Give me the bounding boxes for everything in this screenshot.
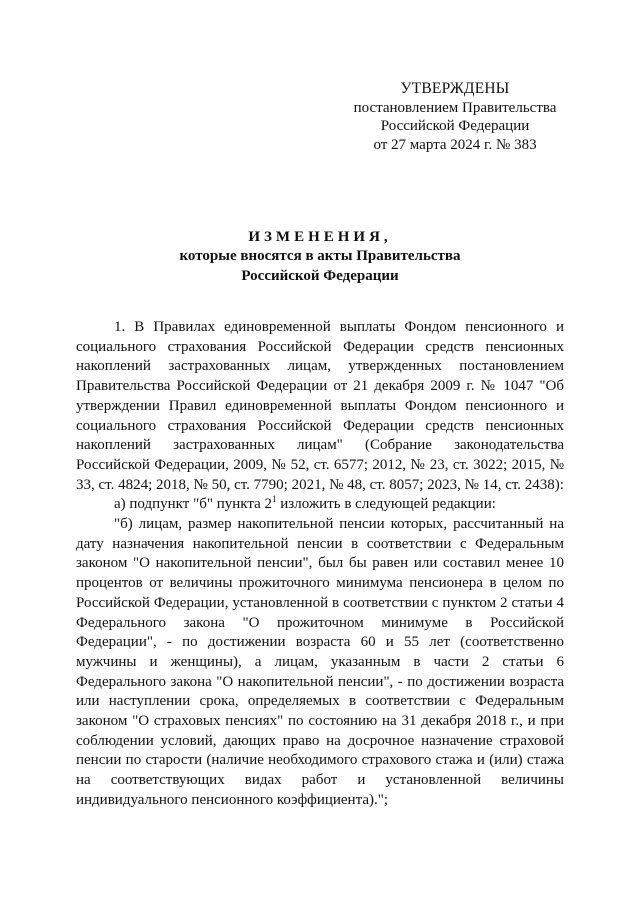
approval-heading: УТВЕРЖДЕНЫ (400, 80, 510, 97)
paragraph-1: 1. В Правилах единовременной выплаты Фондом пенсионного и социального страхования Российской Федерации средств пенсионных накоплений застрахованных лицам, утвержденных постановлением Правительства Российской Федерации от 21 декабря 2009 г. № 1047 "Об утверждении Правил единовременной выплаты Фондом пенсионного и социального страхования Российской Федерации средств пенсионных накоплений застрахованных лицам" (Собрание законодательства Российской Федерации, 2009, № 52, ст. 6577; 2012, № 23, ст. 3022; 2015, № 33, ст. 4824; 2018, № 50, ст. 7790; 2021, № 48, ст. 8057; 2023, № 14, ст. 2438): (76, 319, 564, 493)
paragraph-3: "б) лицам, размер накопительной пенсии которых, рассчитанный на дату назначения накопительной пенсии в соответствии с Федеральным законом "О накопительной пенсии", был бы равен или составил менее 10 процентов от величины прожиточного минимума пенсионера в целом по Российской Федерации, установленной в соответствии с пунктом 2 статьи 4 Федерального закона "О прожиточном минимуме в Российской Федерации", - по достижении возраста 60 и 55 лет (соответственно мужчины и женщины), а лицам, указанным в части 2 статьи 6 Федерального закона "О накопительной пенсии", - по достижении возраста или наступлении срока, определяемых в соответствии с Федеральным законом "О страховых пенсиях" по состоянию на 31 декабря 2018 г., и при соблюдении условий, дающих право на досрочное назначение страховой пенсии по старости (наличие необходимого страхового стажа и (или) стажа на соответствующих видах работ и установленной величины индивидуального пенсионного коэффициента)."; (76, 516, 564, 808)
approval-block (330, 80, 580, 154)
approval-line-3: от 27 марта 2024 г. № 383 (373, 136, 537, 153)
paragraph-2-text-before: а) подпункт "б" пункта 2 (114, 496, 272, 513)
title-subtitle-line-2: Российской Федерации (241, 267, 399, 284)
document-body (76, 318, 564, 811)
document-title (100, 227, 540, 286)
approval-line-2: Российской Федерации (380, 118, 530, 134)
paragraph-2 (76, 495, 564, 515)
title-main: ИЗМЕНЕНИЯ, (248, 229, 392, 245)
title-subtitle-line-1: которые вносятся в акты Правительства (179, 248, 461, 264)
approval-line-1: постановлением Правительства (353, 99, 557, 116)
paragraph-2-superscript: 1 (272, 494, 277, 505)
paragraph-2-text-after: изложить в следующей редакции: (276, 496, 496, 513)
